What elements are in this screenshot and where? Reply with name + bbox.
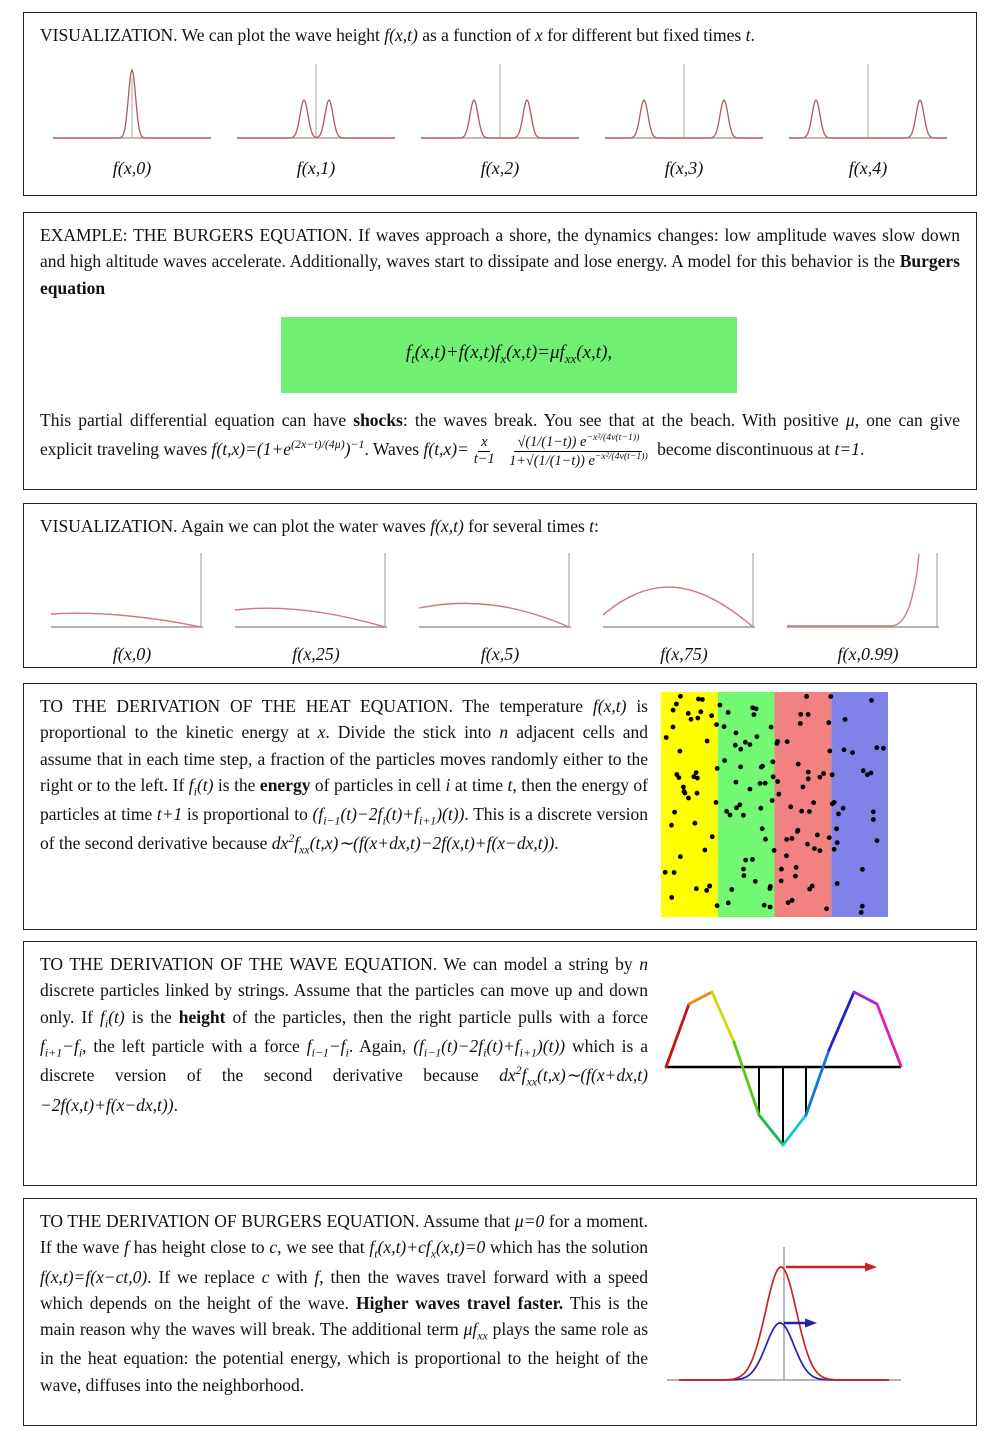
section-wave-derivation: [23, 941, 977, 1186]
plot-cell: [40, 56, 224, 179]
plot-canvas: [227, 547, 405, 642]
section-title: VISUALIZATION. We can plot the wave height f(x,t) as a function of x for different but fixed times t.: [40, 25, 755, 45]
plot-cell: [408, 56, 592, 179]
burgers-derivation-paragraph: TO THE DERIVATION OF BURGERS EQUATION. Assume that μ=0 for a moment. If the wave f has height close to c, we see that $f_t(x,t)+cf_x(x,t)=0$ which has the solution f(x,t)=f(x−ct,0). If we replace c with f, then the waves travel forward with a speed which depends on the height of the wave. Higher waves travel faster. This is the main reason why the waves will break. The additional term $\mu f_{xx}$ plays the same role as in the heat equation: the potential energy, which is proportional to the height of the wave, diffuses into the neighborhood.: [40, 1211, 649, 1395]
plot-cell: [592, 56, 776, 179]
plot-label: f(x,0): [112, 158, 152, 179]
section-burgers-example: [23, 212, 977, 490]
plot-cell: [408, 547, 592, 665]
string-canvas: [644, 962, 924, 1157]
plot-cell: [224, 56, 408, 179]
section-visualization-wave-height: [23, 12, 977, 196]
plot-label: f(x,1): [296, 158, 336, 179]
plot-label: f(x,25): [292, 644, 340, 665]
section-visualization-water-waves: [23, 503, 977, 668]
shore-snapshots-figure: [40, 547, 960, 665]
plot-cell: [592, 547, 776, 665]
section-heat-derivation: [23, 683, 977, 930]
plot-label: f(x,0): [112, 644, 152, 665]
plot-label: f(x,2): [480, 158, 520, 179]
plot-label: f(x,75): [660, 644, 708, 665]
plot-cell: [40, 547, 224, 665]
plot-label: f(x,5): [480, 644, 520, 665]
burgers-equation-highlight: $f_t(x,t)+f(x,t)f_x(x,t)=\mu f_{xx}(x,t)$,: [281, 317, 737, 393]
string-wave-figure: [644, 962, 924, 1162]
plot-cell: [776, 56, 960, 179]
section-title: VISUALIZATION. Again we can plot the water waves f(x,t) for several times t:: [40, 516, 599, 536]
wave-snapshots-figure: [40, 56, 960, 179]
burgers-paragraph-1: EXAMPLE: THE BURGERS EQUATION. If waves approach a shore, the dynamics changes: low amplitude waves slow down and high altitude waves accelerate. Additionally, waves start to dissipate and lose energy. A model for this behavior is the Burgers equation: [40, 225, 960, 298]
plot-canvas: [595, 56, 773, 156]
plot-canvas: [779, 547, 957, 642]
plot-canvas: [411, 56, 589, 156]
plot-label: f(x,4): [848, 158, 888, 179]
bump-canvas: [659, 1239, 909, 1404]
plot-canvas: [43, 56, 221, 156]
plot-canvas: [43, 547, 221, 642]
plot-canvas: [411, 547, 589, 642]
heat-paragraph: TO THE DERIVATION OF THE HEAT EQUATION. The temperature f(x,t) is proportional to the kinetic energy at x. Divide the stick into n adjacent cells and assume that in each time step, a fraction of the particles moves randomly either to the right or to the left. If $f_i(t)$ is the energy of particles in cell i at time t, then the energy of particles at time t+1 is proportional to $(f_{i-1}(t)-2f_i(t)+f_{i+1})(t)$). This is a discrete version of the second derivative because $dx^2f_{xx}(t,x)\sim(f(x+dx,t)-2f(x,t)+f(x-dx,t))$.: [40, 696, 649, 857]
plot-cell: [224, 547, 408, 665]
plot-cell: [776, 547, 960, 665]
plot-canvas: [779, 56, 957, 156]
plot-canvas: [595, 547, 773, 642]
particles-stripes-figure: [661, 692, 888, 922]
traveling-bump-figure: [659, 1239, 909, 1409]
section-burgers-derivation: [23, 1198, 977, 1426]
burgers-paragraph-2: This partial differential equation can have shocks: the waves break. You see that at the beach. With positive μ, one can give explicit traveling waves $f(t,x)=(1+e^{(2x-t)/(4\mu)})^{-1}$. Waves f(t,x)= $\frac{x}{t-1}$ $\frac{√(1/(1-t)) e^{-x^2/(4\nu(t-1))}}{1+√(1/(1-t)) e^{-x^2/(4\nu(t-1))}}$ become discontinuous at t=1.: [40, 409, 960, 469]
wave-paragraph: TO THE DERIVATION OF THE WAVE EQUATION. We can model a string by n discrete particles linked by strings. Assume that the particles can move up and down only. If $f_i(t)$ is the height of the particles, then the right particle pulls with a force $f_{i+1}-f_i$, the left particle with a force $f_{i-1}-f_i$. Again, $(f_{i-1}(t)-2f_i(t)+f_{i+1})(t)$) which is a discrete version of the second derivative because $dx^2f_{xx}(t,x)\sim(f(x+dx,t)-2f(x,t)+f(x-dx,t))$.: [40, 954, 648, 1115]
plot-label: f(x,0.99): [837, 644, 899, 665]
plot-canvas: [227, 56, 405, 156]
plot-label: f(x,3): [664, 158, 704, 179]
stripes-canvas: [661, 692, 888, 917]
